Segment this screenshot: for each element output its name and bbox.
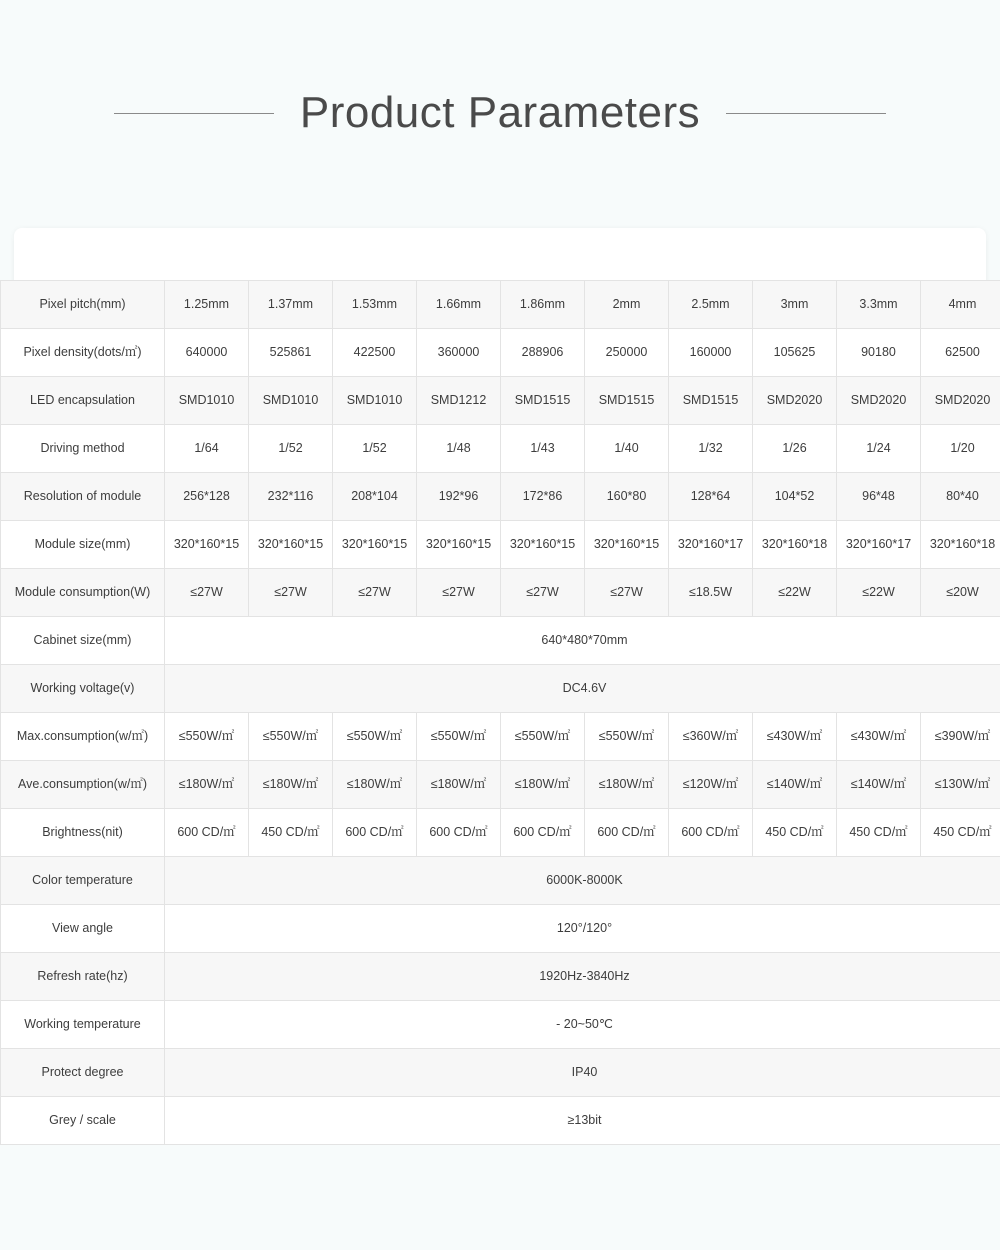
row-value: SMD2020 bbox=[921, 377, 1000, 425]
table-row bbox=[1, 473, 1000, 521]
table-body bbox=[1, 281, 1000, 1145]
row-label: Pixel pitch(mm) bbox=[1, 281, 165, 329]
row-value: 160000 bbox=[669, 329, 753, 377]
table-row bbox=[1, 521, 1000, 569]
row-label: Cabinet size(mm) bbox=[1, 617, 165, 665]
row-value: ≤550W/㎡ bbox=[417, 713, 501, 761]
row-value: 62500 bbox=[921, 329, 1000, 377]
row-value: 1.37mm bbox=[249, 281, 333, 329]
row-value: ≤130W/㎡ bbox=[921, 761, 1000, 809]
row-value: ≤180W/㎡ bbox=[501, 761, 585, 809]
row-value: ≤27W bbox=[585, 569, 669, 617]
row-value: 360000 bbox=[417, 329, 501, 377]
row-value: 525861 bbox=[249, 329, 333, 377]
row-value: 422500 bbox=[333, 329, 417, 377]
table-row bbox=[1, 329, 1000, 377]
row-value: ≤120W/㎡ bbox=[669, 761, 753, 809]
row-value: ≤180W/㎡ bbox=[249, 761, 333, 809]
row-value: 2.5mm bbox=[669, 281, 753, 329]
row-value: 320*160*17 bbox=[837, 521, 921, 569]
row-label: Protect degree bbox=[1, 1049, 165, 1097]
table-row bbox=[1, 281, 1000, 329]
table-row bbox=[1, 665, 1000, 713]
table-row bbox=[1, 1049, 1000, 1097]
row-value: 450 CD/㎡ bbox=[921, 809, 1000, 857]
row-value: 320*160*15 bbox=[501, 521, 585, 569]
row-value: ≤390W/㎡ bbox=[921, 713, 1000, 761]
row-label: Refresh rate(hz) bbox=[1, 953, 165, 1001]
row-value: 4mm bbox=[921, 281, 1000, 329]
row-value: IP40 bbox=[165, 1049, 1000, 1097]
row-value: 600 CD/㎡ bbox=[585, 809, 669, 857]
row-value: 250000 bbox=[585, 329, 669, 377]
row-value: 208*104 bbox=[333, 473, 417, 521]
row-value: ≤22W bbox=[837, 569, 921, 617]
title-rule-right bbox=[726, 113, 886, 114]
row-value: 2mm bbox=[585, 281, 669, 329]
table-row bbox=[1, 1097, 1000, 1145]
table-row bbox=[1, 617, 1000, 665]
row-label: Working temperature bbox=[1, 1001, 165, 1049]
row-value: 600 CD/㎡ bbox=[669, 809, 753, 857]
row-value: 320*160*17 bbox=[669, 521, 753, 569]
row-value: 1/40 bbox=[585, 425, 669, 473]
row-value: 600 CD/㎡ bbox=[501, 809, 585, 857]
row-value: 1/52 bbox=[333, 425, 417, 473]
row-label: Pixel density(dots/㎡) bbox=[1, 329, 165, 377]
table-row bbox=[1, 1001, 1000, 1049]
row-value: 256*128 bbox=[165, 473, 249, 521]
row-value: 600 CD/㎡ bbox=[417, 809, 501, 857]
table-row bbox=[1, 953, 1000, 1001]
row-label: Module size(mm) bbox=[1, 521, 165, 569]
row-value: ≤550W/㎡ bbox=[501, 713, 585, 761]
row-value: ≤27W bbox=[501, 569, 585, 617]
row-value: ≤430W/㎡ bbox=[837, 713, 921, 761]
row-value: 1/43 bbox=[501, 425, 585, 473]
row-value: 3mm bbox=[753, 281, 837, 329]
row-label: Driving method bbox=[1, 425, 165, 473]
row-value: ≤27W bbox=[333, 569, 417, 617]
table-row bbox=[1, 905, 1000, 953]
row-value: ≤550W/㎡ bbox=[249, 713, 333, 761]
row-value: 104*52 bbox=[753, 473, 837, 521]
row-value: 1920Hz-3840Hz bbox=[165, 953, 1000, 1001]
row-value: ≥13bit bbox=[165, 1097, 1000, 1145]
title-rule-left bbox=[114, 113, 274, 114]
table-row bbox=[1, 761, 1000, 809]
row-value: 288906 bbox=[501, 329, 585, 377]
table-row bbox=[1, 713, 1000, 761]
row-label: Color temperature bbox=[1, 857, 165, 905]
row-value: SMD2020 bbox=[753, 377, 837, 425]
row-value: 120°/120° bbox=[165, 905, 1000, 953]
row-value: SMD1010 bbox=[165, 377, 249, 425]
row-value: 1/48 bbox=[417, 425, 501, 473]
row-value: ≤360W/㎡ bbox=[669, 713, 753, 761]
row-value: 105625 bbox=[753, 329, 837, 377]
table-row bbox=[1, 377, 1000, 425]
row-value: ≤20W bbox=[921, 569, 1000, 617]
row-value: ≤430W/㎡ bbox=[753, 713, 837, 761]
row-value: ≤180W/㎡ bbox=[333, 761, 417, 809]
row-value: SMD2020 bbox=[837, 377, 921, 425]
row-value: 600 CD/㎡ bbox=[165, 809, 249, 857]
row-value: SMD1010 bbox=[333, 377, 417, 425]
table-row bbox=[1, 569, 1000, 617]
row-value: ≤180W/㎡ bbox=[165, 761, 249, 809]
row-value: 128*64 bbox=[669, 473, 753, 521]
row-label: View angle bbox=[1, 905, 165, 953]
row-value: ≤18.5W bbox=[669, 569, 753, 617]
row-value: 232*116 bbox=[249, 473, 333, 521]
row-value: 320*160*15 bbox=[249, 521, 333, 569]
row-value: 1/24 bbox=[837, 425, 921, 473]
row-value: 1.53mm bbox=[333, 281, 417, 329]
row-value: 3.3mm bbox=[837, 281, 921, 329]
row-label: Max.consumption(w/㎡) bbox=[1, 713, 165, 761]
row-value: 450 CD/㎡ bbox=[753, 809, 837, 857]
row-value: ≤22W bbox=[753, 569, 837, 617]
row-value: 6000K-8000K bbox=[165, 857, 1000, 905]
row-value: 80*40 bbox=[921, 473, 1000, 521]
row-value: 320*160*18 bbox=[921, 521, 1000, 569]
row-value: ≤550W/㎡ bbox=[165, 713, 249, 761]
row-value: 160*80 bbox=[585, 473, 669, 521]
row-value: 320*160*18 bbox=[753, 521, 837, 569]
row-label: Working voltage(v) bbox=[1, 665, 165, 713]
row-value: SMD1212 bbox=[417, 377, 501, 425]
page-title: Product Parameters bbox=[299, 88, 701, 137]
row-value: 1/64 bbox=[165, 425, 249, 473]
row-value: ≤140W/㎡ bbox=[837, 761, 921, 809]
row-value: SMD1515 bbox=[501, 377, 585, 425]
row-value: ≤27W bbox=[417, 569, 501, 617]
row-label: Ave.consumption(w/㎡) bbox=[1, 761, 165, 809]
row-value: SMD1515 bbox=[669, 377, 753, 425]
row-value: 96*48 bbox=[837, 473, 921, 521]
row-value: 320*160*15 bbox=[333, 521, 417, 569]
row-label: LED encapsulation bbox=[1, 377, 165, 425]
row-value: 640*480*70mm bbox=[165, 617, 1000, 665]
row-value: ≤550W/㎡ bbox=[585, 713, 669, 761]
row-value: 172*86 bbox=[501, 473, 585, 521]
row-value: ≤180W/㎡ bbox=[585, 761, 669, 809]
row-value: SMD1010 bbox=[249, 377, 333, 425]
table-row bbox=[1, 425, 1000, 473]
row-value: ≤27W bbox=[165, 569, 249, 617]
row-value: 450 CD/㎡ bbox=[249, 809, 333, 857]
row-value: 320*160*15 bbox=[585, 521, 669, 569]
row-label: Brightness(nit) bbox=[1, 809, 165, 857]
row-value: ≤550W/㎡ bbox=[333, 713, 417, 761]
spec-card bbox=[14, 228, 996, 1127]
row-value: 640000 bbox=[165, 329, 249, 377]
row-value: 1.66mm bbox=[417, 281, 501, 329]
table-row bbox=[1, 809, 1000, 857]
row-value: ≤27W bbox=[249, 569, 333, 617]
row-value: SMD1515 bbox=[585, 377, 669, 425]
row-label: Resolution of module bbox=[1, 473, 165, 521]
row-value: ≤180W/㎡ bbox=[417, 761, 501, 809]
row-value: 600 CD/㎡ bbox=[333, 809, 417, 857]
page-title-block bbox=[0, 0, 1000, 138]
row-value: 1/32 bbox=[669, 425, 753, 473]
row-value: 1/26 bbox=[753, 425, 837, 473]
row-value: 320*160*15 bbox=[417, 521, 501, 569]
row-value: 192*96 bbox=[417, 473, 501, 521]
row-value: - 20~50℃ bbox=[165, 1001, 1000, 1049]
row-label: Grey / scale bbox=[1, 1097, 165, 1145]
row-value: 450 CD/㎡ bbox=[837, 809, 921, 857]
row-value: ≤140W/㎡ bbox=[753, 761, 837, 809]
row-value: 320*160*15 bbox=[165, 521, 249, 569]
row-value: DC4.6V bbox=[165, 665, 1000, 713]
product-parameters-table bbox=[0, 280, 1000, 1145]
row-value: 1/20 bbox=[921, 425, 1000, 473]
table-row bbox=[1, 857, 1000, 905]
row-value: 1.25mm bbox=[165, 281, 249, 329]
row-value: 1.86mm bbox=[501, 281, 585, 329]
row-value: 90180 bbox=[837, 329, 921, 377]
row-label: Module consumption(W) bbox=[1, 569, 165, 617]
row-value: 1/52 bbox=[249, 425, 333, 473]
